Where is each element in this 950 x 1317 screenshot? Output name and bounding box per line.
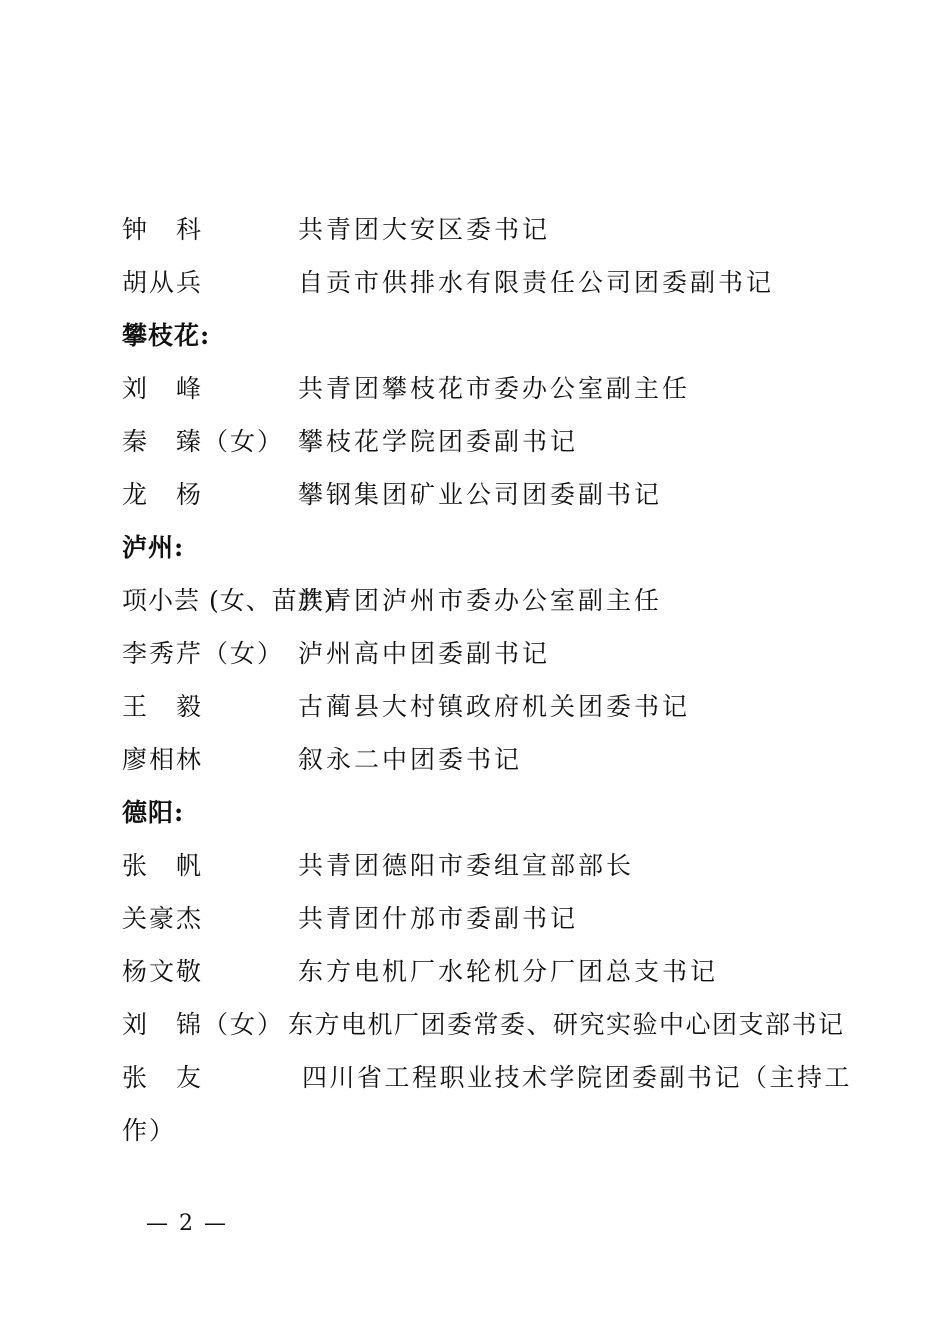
person-role: 共青团泸州市委办公室副主任: [298, 586, 663, 615]
list-item-continuation: [0, 1111, 950, 1151]
person-role: 共青团什邡市委副书记: [298, 904, 579, 933]
person-name: 张 帆: [122, 851, 204, 880]
list-item: [0, 475, 950, 515]
page-number: — 2 —: [146, 1211, 228, 1236]
person-role-continuation: 作）: [122, 1116, 177, 1145]
list-item: [0, 581, 950, 621]
person-role: 共青团大安区委书记: [298, 215, 551, 244]
person-role: 四川省工程职业技术学院团委副书记（主持工: [302, 1063, 853, 1092]
person-name: 刘 锦（女）: [122, 1010, 285, 1039]
person-name: 龙 杨: [122, 480, 204, 509]
person-name: 钟 科: [122, 215, 204, 244]
list-item: [0, 687, 950, 727]
person-role: 东方电机厂团委常委、研究实验中心团支部书记: [288, 1010, 845, 1039]
person-role: 自贡市供排水有限责任公司团委副书记: [298, 268, 775, 297]
person-name: 秦 臻（女）: [122, 427, 285, 456]
person-name: 胡从兵: [122, 268, 204, 297]
list-item: [0, 740, 950, 780]
person-name: 关豪杰: [122, 904, 204, 933]
list-item: [0, 369, 950, 409]
list-item: [0, 846, 950, 886]
list-item: [0, 263, 950, 303]
person-name: 王 毅: [122, 692, 204, 721]
section-heading-deyang: 德阳:: [122, 798, 185, 827]
list-item: [0, 899, 950, 939]
person-role: 攀枝花学院团委副书记: [298, 427, 579, 456]
person-role: 叙永二中团委书记: [298, 745, 523, 774]
list-item: [0, 634, 950, 674]
person-role: 泸州高中团委副书记: [298, 639, 551, 668]
section-heading-panzhihua: 攀枝花:: [122, 321, 211, 350]
person-name: 刘 峰: [122, 374, 204, 403]
person-role: 东方电机厂水轮机分厂团总支书记: [298, 957, 719, 986]
list-item: [0, 1005, 950, 1045]
person-name: 项小芸 (女、苗族): [122, 586, 335, 615]
list-item: [0, 952, 950, 992]
person-name: 廖相林: [122, 745, 204, 774]
person-name: 张 友: [122, 1063, 204, 1092]
person-role: 共青团攀枝花市委办公室副主任: [298, 374, 691, 403]
person-role: 共青团德阳市委组宣部部长: [298, 851, 635, 880]
person-role: 攀钢集团矿业公司团委副书记: [298, 480, 663, 509]
list-item: [0, 422, 950, 462]
person-name: 杨文敬: [122, 957, 204, 986]
person-role: 古蔺县大村镇政府机关团委书记: [298, 692, 691, 721]
list-item: [0, 1058, 950, 1098]
list-item: [0, 210, 950, 250]
person-name: 李秀芹（女）: [122, 639, 285, 668]
section-heading-luzhou: 泸州:: [122, 533, 185, 562]
